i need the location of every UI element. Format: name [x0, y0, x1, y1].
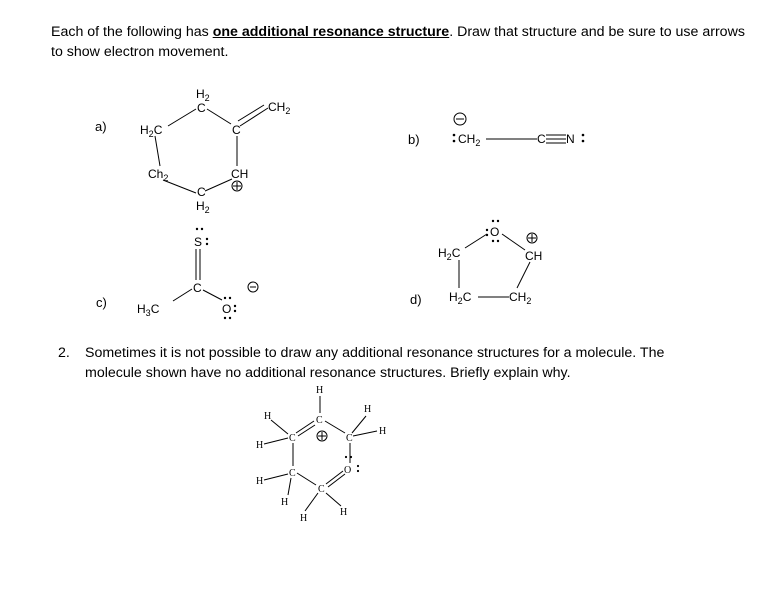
problem-c-label: c)	[96, 295, 107, 310]
m2-h-right-top: H	[364, 404, 372, 415]
m2-h-bottom-left: H	[300, 513, 308, 524]
m2-h-lowleft: H	[256, 476, 264, 487]
m2-h-lowleft-bot: H	[281, 497, 289, 508]
a-ch2-left: $Ch_2$	[148, 167, 169, 183]
problem-b	[408, 113, 584, 148]
b-n: N	[566, 132, 575, 146]
m2-h-top: H	[316, 385, 324, 396]
a-top-h2: $H_2$	[196, 87, 210, 103]
question2-molecule	[256, 385, 386, 524]
m2-o: O	[344, 465, 352, 476]
m2-c-lowleft: C	[289, 468, 296, 479]
d-h2c-bot: $H_2C$	[449, 290, 472, 306]
instructions-trail: . Draw that structure and be sure to use arrows to show electron movement.	[51, 24, 745, 60]
m2-c-left: C	[289, 433, 296, 444]
d-ch2: $CH_2$	[509, 290, 532, 306]
problem-a	[95, 87, 290, 215]
problem-d-label: d)	[410, 292, 422, 307]
m2-h-right: H	[379, 426, 387, 437]
m2-c-right: C	[346, 433, 353, 444]
a-top-c: C	[197, 101, 206, 115]
a-ch2-exo: $CH_2$	[268, 100, 291, 116]
a-ch-right: CH	[231, 167, 249, 181]
problem-d	[410, 220, 542, 307]
d-ch: CH	[525, 249, 543, 263]
a-c-right: C	[232, 123, 241, 137]
c-c: C	[193, 281, 202, 295]
m2-h-left-top: H	[264, 411, 272, 422]
c-s: S	[194, 235, 203, 249]
c-h3c: $H_3C$	[137, 302, 160, 318]
m2-c-bottom: C	[318, 484, 325, 495]
instructions-emphasis: one additional resonance structure	[212, 24, 450, 40]
d-o: O	[490, 225, 500, 239]
b-ch2: $CH_2$	[458, 132, 481, 148]
m2-h-bottom-right: H	[340, 507, 348, 518]
problem-b-label: b)	[408, 132, 420, 147]
a-h2c-left: $H_2C$	[140, 123, 163, 139]
d-h2c-top: $H_2C$	[438, 246, 461, 262]
question-2-number: 2.	[58, 345, 70, 361]
problem-a-label: a)	[95, 119, 107, 134]
c-o: O	[222, 302, 232, 316]
m2-c-top: C	[316, 415, 323, 426]
problem-c	[96, 228, 258, 319]
a-bottom-c: C	[197, 185, 206, 199]
m2-h-left: H	[256, 440, 264, 451]
question-2-text: Sometimes it is not possible to draw any additional resonance structures for a molecule. The molecule shown have no additional resonance structures. Briefly explain why.	[85, 345, 665, 381]
a-bottom-h2: $H_2$	[196, 199, 210, 215]
instructions-lead: Each of the following has	[51, 24, 213, 40]
b-c: C	[537, 132, 546, 146]
